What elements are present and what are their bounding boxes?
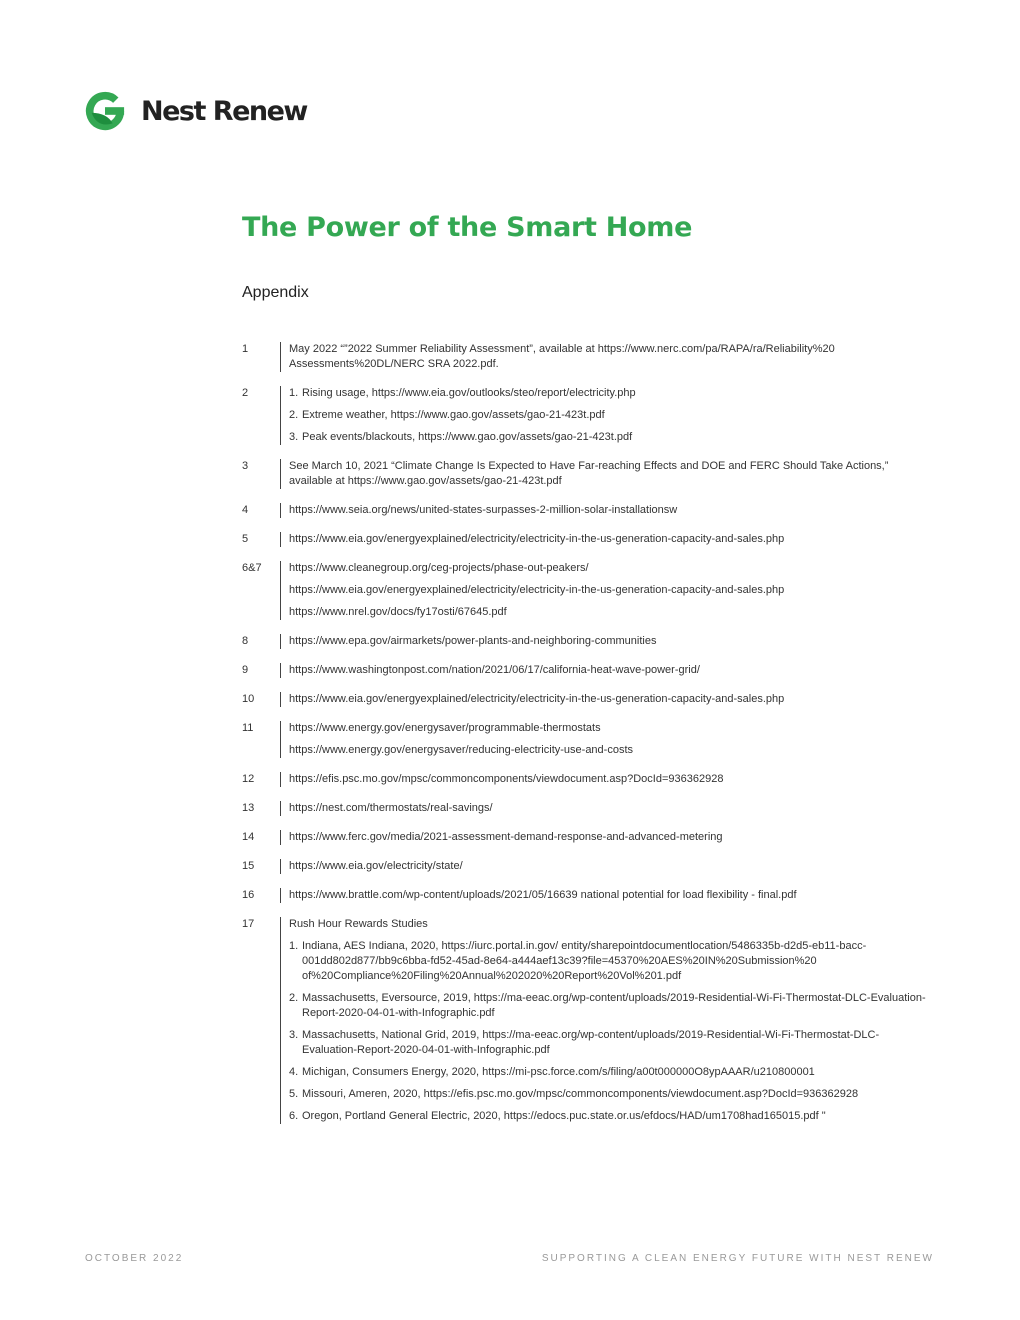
reference-entry — [242, 532, 932, 547]
google-g-leaf-icon — [84, 90, 126, 132]
reference-link[interactable]: https://nest.com/thermostats/real-savings/ — [289, 802, 493, 814]
item-text: Rising usage, https://www.eia.gov/outlooks/steo/report/electricity.php — [302, 387, 636, 399]
item-number: 5. — [289, 1088, 299, 1100]
reference-link[interactable]: https://www.energy.gov/energysaver/reducing-electricity-use-and-costs — [289, 744, 634, 756]
item-number: 2. — [289, 992, 299, 1004]
reference-entry — [242, 503, 932, 518]
footer-tagline: SUPPORTING A CLEAN ENERGY FUTURE WITH NEST RENEW — [541, 1253, 934, 1264]
reference-list-item — [289, 1087, 932, 1102]
reference-body — [280, 503, 932, 518]
reference-link[interactable]: https://www.eia.gov/energyexplained/electricity/electricity-in-the-us-generation-capacity-and-sales.php — [289, 693, 785, 705]
item-text: Missouri, Ameren, 2020, https://efis.psc.mo.gov/mpsc/commoncomponents/viewdocument.asp?DocId=936362928 — [302, 1088, 859, 1100]
reference-number: 17 — [242, 918, 255, 930]
item-number: 6. — [289, 1110, 299, 1122]
reference-body — [280, 342, 932, 372]
item-number: 1. — [289, 940, 299, 952]
brand-logo — [84, 90, 307, 132]
reference-body — [280, 386, 932, 445]
reference-entry — [242, 459, 932, 489]
reference-link[interactable]: https://www.seia.org/news/united-states-surpasses-2-million-solar-installationsw — [289, 504, 678, 516]
reference-entry — [242, 772, 932, 787]
item-text: Michigan, Consumers Energy, 2020, https://mi-psc.force.com/s/filing/a00t000000O8ypAAAR/u210800001 — [302, 1066, 815, 1078]
reference-body — [280, 692, 932, 707]
reference-number: 3 — [242, 460, 249, 472]
reference-body — [280, 888, 932, 903]
reference-link[interactable]: https://www.epa.gov/airmarkets/power-plants-and-neighboring-communities — [289, 635, 657, 647]
item-number: 3. — [289, 431, 299, 443]
reference-link[interactable]: https://efis.psc.mo.gov/mpsc/commoncomponents/viewdocument.asp?DocId=936362928 — [289, 773, 724, 785]
reference-link[interactable]: https://www.brattle.com/wp-content/uploads/2021/05/16639 national potential for load flexibility - final.pdf — [289, 889, 797, 901]
reference-body — [280, 634, 932, 649]
reference-link[interactable]: https://www.ferc.gov/media/2021-assessment-demand-response-and-advanced-metering — [289, 831, 723, 843]
section-subtitle: Appendix — [242, 284, 309, 301]
item-text: Indiana, AES Indiana, 2020, https://iurc.portal.in.gov/ entity/sharepointdocumentlocation/5486335b-d2d5-eb11-bacc-001dd802d877/bb9c6bba-fd52-45ad-8e64-a444aef13c39?file=45370%20AES%20IN%20Submission%20 of%20Compliance%20Filing%20Annual%202020%20Report%20Vol%201.pdf — [302, 940, 867, 982]
reference-body — [280, 917, 932, 1124]
reference-list — [242, 342, 932, 1138]
reference-number: 12 — [242, 773, 255, 785]
reference-body — [280, 663, 932, 678]
reference-list-item — [289, 991, 932, 1021]
item-text: Massachusetts, National Grid, 2019, https://ma-eeac.org/wp-content/uploads/2019-Residential-Wi-Fi-Thermostat-DLC-Evaluation-Report-2020-04-01-with-Infographic.pdf — [302, 1029, 880, 1056]
reference-link[interactable]: https://www.nrel.gov/docs/fy17osti/67645.pdf — [289, 606, 507, 618]
reference-entry — [242, 859, 932, 874]
reference-entry — [242, 801, 932, 816]
item-number: 3. — [289, 1029, 299, 1041]
reference-number: 8 — [242, 635, 249, 647]
reference-link[interactable]: https://www.eia.gov/energyexplained/electricity/electricity-in-the-us-generation-capacity-and-sales.php — [289, 584, 785, 596]
reference-entry — [242, 561, 932, 620]
reference-number: 9 — [242, 664, 249, 676]
reference-entry — [242, 386, 932, 445]
reference-link[interactable]: https://www.eia.gov/energyexplained/electricity/electricity-in-the-us-generation-capacity-and-sales.php — [289, 533, 785, 545]
reference-number: 13 — [242, 802, 255, 814]
reference-entry — [242, 917, 932, 1124]
reference-entry — [242, 342, 932, 372]
reference-body — [280, 801, 932, 816]
reference-number: 5 — [242, 533, 249, 545]
item-text: Massachusetts, Eversource, 2019, https://ma-eeac.org/wp-content/uploads/2019-Residential-Wi-Fi-Thermostat-DLC-Evaluation-Report-2020-04-01-with-Infographic.pdf — [302, 992, 926, 1019]
reference-list-item — [289, 1028, 932, 1058]
item-number: 2. — [289, 409, 299, 421]
reference-entry — [242, 830, 932, 845]
reference-list-item — [289, 408, 932, 423]
reference-body — [280, 561, 932, 620]
reference-number: 16 — [242, 889, 255, 901]
reference-body — [280, 459, 932, 489]
page-title: The Power of the Smart Home — [242, 212, 693, 243]
reference-body — [280, 830, 932, 845]
reference-list-item — [289, 939, 932, 984]
reference-entry — [242, 888, 932, 903]
reference-number: 6&7 — [242, 562, 262, 574]
item-text: Oregon, Portland General Electric, 2020, https://edocs.puc.state.or.us/efdocs/HAD/um1708had165015.pdf " — [302, 1110, 826, 1122]
reference-number: 1 — [242, 343, 249, 355]
reference-number: 11 — [242, 722, 254, 734]
reference-body — [280, 772, 932, 787]
reference-entry — [242, 663, 932, 678]
reference-number: 10 — [242, 693, 255, 705]
reference-list-item — [289, 1065, 932, 1080]
reference-link[interactable]: https://www.eia.gov/electricity/state/ — [289, 860, 463, 872]
reference-body — [280, 721, 932, 758]
item-text: Extreme weather, https://www.gao.gov/assets/gao-21-423t.pdf — [302, 409, 605, 421]
reference-body — [280, 532, 932, 547]
reference-number: 14 — [242, 831, 255, 843]
reference-number: 4 — [242, 504, 249, 516]
reference-entry — [242, 634, 932, 649]
reference-text: See March 10, 2021 “Climate Change Is Expected to Have Far-reaching Effects and DOE and FERC Should Take Actions,” available at https://www.gao.gov/assets/gao-21-423t.pdf — [289, 460, 889, 487]
reference-text: Rush Hour Rewards Studies — [289, 918, 428, 930]
reference-text: May 2022 “”2022 Summer Reliability Assessment”, available at https://www.nerc.com/pa/RAPA/ra/Reliability%20 Assessments%20DL/NERC SRA 2022.pdf. — [289, 343, 835, 370]
reference-list-item — [289, 386, 932, 401]
reference-list-item — [289, 430, 932, 445]
reference-body — [280, 859, 932, 874]
item-number: 4. — [289, 1066, 299, 1078]
footer-date: OCTOBER 2022 — [85, 1253, 184, 1264]
reference-list-item — [289, 1109, 932, 1124]
reference-number: 2 — [242, 387, 249, 399]
brand-name: Nest Renew — [141, 95, 307, 127]
reference-link[interactable]: https://www.washingtonpost.com/nation/2021/06/17/california-heat-wave-power-grid/ — [289, 664, 700, 676]
reference-entry — [242, 692, 932, 707]
item-number: 1. — [289, 387, 299, 399]
reference-entry — [242, 721, 932, 758]
reference-link[interactable]: https://www.energy.gov/energysaver/programmable-thermostats — [289, 722, 601, 734]
item-text: Peak events/blackouts, https://www.gao.gov/assets/gao-21-423t.pdf — [302, 431, 633, 443]
reference-number: 15 — [242, 860, 255, 872]
reference-link[interactable]: https://www.cleanegroup.org/ceg-projects/phase-out-peakers/ — [289, 562, 589, 574]
